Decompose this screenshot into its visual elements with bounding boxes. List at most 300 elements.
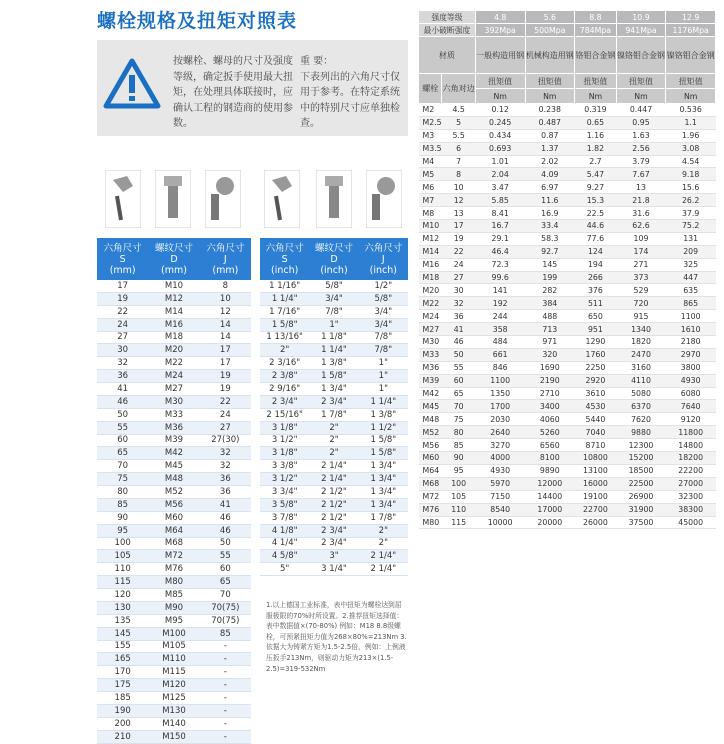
table-cell: 31.6 <box>616 207 666 220</box>
table-cell: 62.6 <box>616 220 666 233</box>
table-row <box>97 408 251 421</box>
table-cell: M80 <box>148 576 199 589</box>
table-cell: 185 <box>97 692 148 705</box>
table-cell: 80 <box>97 486 148 499</box>
header-line: 六角尺寸 <box>265 242 304 254</box>
table-cell: M60 <box>148 511 199 524</box>
table-cell: 77.6 <box>575 232 617 245</box>
table-cell: 4530 <box>575 400 617 413</box>
table-cell: 3/4" <box>359 318 408 331</box>
table-cell: 135 <box>97 614 148 627</box>
table-cell: M42 <box>148 447 199 460</box>
table-cell: M5 <box>419 168 442 181</box>
table-cell: M36 <box>148 421 199 434</box>
table-cell: 27000 <box>666 477 716 490</box>
table-cell: 95 <box>442 464 475 477</box>
table-cell: 50 <box>200 537 251 550</box>
table-cell: M64 <box>148 524 199 537</box>
header-line: 螺纹尺寸 <box>154 242 193 254</box>
table-cell: 5.85 <box>475 194 525 207</box>
table-cell: M56 <box>148 498 199 511</box>
table-cell: 75 <box>97 473 148 486</box>
table-row <box>419 194 716 207</box>
table-row <box>97 563 251 576</box>
table-row <box>260 447 408 460</box>
material-row <box>419 37 716 74</box>
table-cell: 15200 <box>616 452 666 465</box>
table-cell: 10800 <box>575 452 617 465</box>
header-line: S <box>119 253 126 265</box>
table-cell: M45 <box>419 400 442 413</box>
table-cell: 16.9 <box>525 207 575 220</box>
table-row <box>97 511 251 524</box>
table-cell: 1 3/4" <box>359 473 408 486</box>
table-cell: 70 <box>442 400 475 413</box>
unit-cell: Nm <box>525 89 575 104</box>
table-cell: 75 <box>442 413 475 426</box>
table-row <box>419 284 716 297</box>
table-cell: M150 <box>148 730 199 743</box>
header-line: (mm) <box>109 264 136 276</box>
table-cell: 3/4" <box>309 292 358 305</box>
table-cell: 32 <box>200 447 251 460</box>
table-cell: M36 <box>419 361 442 374</box>
table-cell: M14 <box>419 245 442 258</box>
table-cell: 4000 <box>475 452 525 465</box>
table-cell: M18 <box>148 331 199 344</box>
table-row <box>260 563 408 576</box>
table-cell: M90 <box>148 601 199 614</box>
table-cell: M48 <box>419 413 442 426</box>
table-cell: 1 3/4" <box>359 486 408 499</box>
table-cell: 41 <box>97 383 148 396</box>
table-cell: 2" <box>260 344 309 357</box>
table-cell: 13100 <box>575 464 617 477</box>
bolt-diagram-icon <box>155 170 191 228</box>
table-cell: M110 <box>148 653 199 666</box>
table-row <box>260 331 408 344</box>
table-cell: 320 <box>525 348 575 361</box>
table-row <box>419 142 716 155</box>
table-cell: 15.6 <box>666 181 716 194</box>
table-cell: 36 <box>200 473 251 486</box>
table-cell: 2250 <box>575 361 617 374</box>
table-row <box>97 434 251 447</box>
table-cell: M33 <box>419 348 442 361</box>
table-cell: 2 3/16" <box>260 357 309 370</box>
grade-cell: 10.9 <box>616 11 666 24</box>
table-cell: 7.67 <box>616 168 666 181</box>
table-cell: 1 3/8" <box>309 357 358 370</box>
table-row <box>97 280 251 292</box>
table-cell: 1 1/4" <box>260 292 309 305</box>
table-cell: 26900 <box>616 490 666 503</box>
table-cell: 1 5/8" <box>309 370 358 383</box>
strength-cell: 1176Mpa <box>666 24 716 37</box>
table-cell: 1 5/8" <box>359 447 408 460</box>
table-row <box>260 370 408 383</box>
table-cell: M24 <box>148 370 199 383</box>
table-cell: 13 <box>442 207 475 220</box>
table-cell: 120 <box>97 589 148 602</box>
table-row <box>260 292 408 305</box>
table-cell: 3800 <box>666 361 716 374</box>
header-line: D <box>330 253 338 265</box>
table-cell: 4 1/4" <box>260 537 309 550</box>
table-cell: 90 <box>97 511 148 524</box>
table-cell: 2.7 <box>575 155 617 168</box>
header-line: J <box>381 253 385 265</box>
table-cell: 0.447 <box>616 104 666 117</box>
table-cell: 1 1/2" <box>359 421 408 434</box>
table-cell: 90 <box>442 452 475 465</box>
table-cell: 2 1/4" <box>359 563 408 576</box>
table-cell: 282 <box>525 284 575 297</box>
table-cell: 0.238 <box>525 104 575 117</box>
table-cell: 36 <box>442 310 475 323</box>
table-row <box>97 447 251 460</box>
table-cell: 1 7/8" <box>309 408 358 421</box>
table-cell: 713 <box>525 323 575 336</box>
table-cell: 1" <box>359 357 408 370</box>
table-cell: 105 <box>442 490 475 503</box>
table-cell: M24 <box>419 310 442 323</box>
table-cell: 165 <box>97 653 148 666</box>
table-cell: 24 <box>97 318 148 331</box>
table-cell: 3 7/8" <box>260 511 309 524</box>
table-cell: 65 <box>97 447 148 460</box>
table-row <box>419 426 716 439</box>
table-cell: 373 <box>616 271 666 284</box>
table-cell: M39 <box>419 374 442 387</box>
table-cell: 5.47 <box>575 168 617 181</box>
table-cell: 7150 <box>475 490 525 503</box>
table-cell: 75.2 <box>666 220 716 233</box>
table-cell: 9.18 <box>666 168 716 181</box>
table-cell: 41 <box>442 323 475 336</box>
table-cell: 1 3/4" <box>309 383 358 396</box>
table-cell: 55 <box>97 421 148 434</box>
table-cell: M12 <box>419 232 442 245</box>
table-cell: 27 <box>442 271 475 284</box>
table-cell: 2 3/8" <box>260 370 309 383</box>
kind-cell: 扭矩值 <box>666 74 716 89</box>
table-cell: 70 <box>200 589 251 602</box>
inch-hex-table <box>260 238 408 576</box>
table-row <box>97 679 251 692</box>
table-cell: 18200 <box>666 452 716 465</box>
table-cell: 2" <box>309 447 358 460</box>
table-cell: 209 <box>666 245 716 258</box>
table-cell: 70(75) <box>200 614 251 627</box>
footnote: 1.以上德国工业标准，表中扭矩为螺栓达到屈服极限的70%时所设置。2.推荐扭矩选择值：表中数据值×(70-80%) 例如：M18 8.8级螺栓，可预紧扭矩力值为268×80%=213Nm 3.依据大为铸紧方矩为1.5-2.5倍，例如：上例液压扳手213Nm，则驱动力矩为213×(1.5-2.5)=319-532Nm <box>266 601 407 673</box>
table-cell: - <box>200 679 251 692</box>
table-cell: 488 <box>525 310 575 323</box>
table-cell: 1" <box>359 383 408 396</box>
table-cell: 384 <box>525 297 575 310</box>
table-cell: 5080 <box>616 387 666 400</box>
table-cell: 22 <box>442 245 475 258</box>
unit-cell: Nm <box>575 89 617 104</box>
table-cell: 4930 <box>666 374 716 387</box>
table-cell: 1.82 <box>575 142 617 155</box>
table-row <box>260 550 408 563</box>
table-cell: 1/2" <box>359 280 408 292</box>
table-row <box>97 550 251 563</box>
table-cell: 8 <box>200 280 251 292</box>
table-cell: 192 <box>475 297 525 310</box>
table-cell: M8 <box>419 207 442 220</box>
table-row <box>97 524 251 537</box>
table-cell: M72 <box>419 490 442 503</box>
table-cell: 511 <box>575 297 617 310</box>
table-cell: 60 <box>200 563 251 576</box>
table-cell: 1610 <box>666 323 716 336</box>
table-row <box>260 344 408 357</box>
table-cell: 70 <box>97 460 148 473</box>
table-cell: M52 <box>419 426 442 439</box>
table-cell: 200 <box>97 717 148 730</box>
table-row <box>260 460 408 473</box>
table-cell: M100 <box>148 627 199 640</box>
table-cell: M115 <box>148 666 199 679</box>
table-cell: 92.7 <box>525 245 575 258</box>
header-line: (inch) <box>369 264 397 276</box>
table-row <box>419 297 716 310</box>
table-cell: 12300 <box>616 439 666 452</box>
table-cell: 2.02 <box>525 155 575 168</box>
important-title: 重 要： <box>300 56 334 67</box>
table-row <box>97 537 251 550</box>
table-cell: 12 <box>442 194 475 207</box>
table-cell: 1760 <box>575 348 617 361</box>
header-line: S <box>281 253 288 265</box>
header-line: 六角尺寸 <box>103 242 142 254</box>
table-cell: 11.6 <box>525 194 575 207</box>
table-cell: 22500 <box>616 477 666 490</box>
table-cell: 1 5/8" <box>260 318 309 331</box>
table-cell: 3 1/2" <box>260 473 309 486</box>
table-row <box>419 413 716 426</box>
table-cell: 8540 <box>475 503 525 516</box>
table-cell: 3160 <box>616 361 666 374</box>
table-cell: 46 <box>200 511 251 524</box>
table-row <box>419 387 716 400</box>
table-cell: 0.87 <box>525 129 575 142</box>
table-cell: M30 <box>148 395 199 408</box>
table-cell: 1" <box>359 370 408 383</box>
table-cell: 635 <box>666 284 716 297</box>
table-cell: 2710 <box>525 387 575 400</box>
table-row <box>419 258 716 271</box>
table-row <box>419 104 716 117</box>
table-cell: M30 <box>419 336 442 349</box>
column-header <box>148 238 199 280</box>
inch-figures <box>260 170 408 230</box>
important-text: 下表列出的六角尺寸仅用于参考。在特定系统中的特别尺寸应单独检查。 <box>300 71 400 129</box>
table-row <box>419 490 716 503</box>
table-cell: 325 <box>666 258 716 271</box>
table-cell: 12 <box>200 305 251 318</box>
strength-cell: 784Mpa <box>575 24 617 37</box>
table-cell: 1690 <box>525 361 575 374</box>
table-cell: 115 <box>97 576 148 589</box>
table-cell: 32 <box>97 357 148 370</box>
table-row <box>97 692 251 705</box>
table-cell: 3 3/4" <box>260 486 309 499</box>
table-row <box>260 408 408 421</box>
table-cell: 30 <box>97 344 148 357</box>
table-cell: M39 <box>148 434 199 447</box>
table-cell: 1 7/16" <box>260 305 309 318</box>
socket-diagram-icon <box>366 170 402 228</box>
table-row <box>97 640 251 653</box>
table-cell: M27 <box>419 323 442 336</box>
notice-text: 按螺栓、螺母的尺寸及强度等级，确定扳手使用最大扭矩，在处理具体联接时，应确认工程的钢造商的使用参数。 <box>173 56 293 129</box>
table-cell: 99.6 <box>475 271 525 284</box>
table-cell: 2" <box>309 434 358 447</box>
table-cell: 1.37 <box>525 142 575 155</box>
table-row <box>260 280 408 292</box>
strength-cell: 392Mpa <box>475 24 525 37</box>
table-cell: 32 <box>200 460 251 473</box>
table-cell: 7/8" <box>359 331 408 344</box>
table-cell: 2 1/4" <box>309 460 358 473</box>
table-cell: 266 <box>575 271 617 284</box>
table-cell: 6 <box>442 142 475 155</box>
table-cell: M56 <box>419 439 442 452</box>
table-cell: 17000 <box>525 503 575 516</box>
table-cell: M48 <box>148 473 199 486</box>
material-cell: 一般构造用钢 <box>475 37 525 74</box>
table-cell: 44.6 <box>575 220 617 233</box>
table-row <box>97 357 251 370</box>
material-cell: 铬钼合金钢 <box>575 37 617 74</box>
table-cell: 0.693 <box>475 142 525 155</box>
strength-label: 最小破断强度 <box>419 24 476 37</box>
table-cell: 8100 <box>525 452 575 465</box>
table-cell: 1.01 <box>475 155 525 168</box>
table-cell: 2180 <box>666 336 716 349</box>
table-row <box>97 704 251 717</box>
table-cell: 19 <box>97 292 148 305</box>
table-row <box>419 245 716 258</box>
table-cell: - <box>200 730 251 743</box>
table-cell: 846 <box>475 361 525 374</box>
table-cell: - <box>200 666 251 679</box>
table-cell: 2030 <box>475 413 525 426</box>
table-cell: 12000 <box>525 477 575 490</box>
header-line: (inch) <box>271 264 299 276</box>
table-cell: 0.65 <box>575 116 617 129</box>
table-row <box>260 357 408 370</box>
table-cell: 10000 <box>475 516 525 529</box>
table-cell: M125 <box>148 692 199 705</box>
table-cell: - <box>200 653 251 666</box>
table-row <box>419 477 716 490</box>
table-cell: 1 3/8" <box>359 408 408 421</box>
table-cell: 58.3 <box>525 232 575 245</box>
table-cell: 2920 <box>575 374 617 387</box>
table-cell: 95 <box>97 524 148 537</box>
table-cell: M42 <box>419 387 442 400</box>
grade-cell: 4.8 <box>475 11 525 24</box>
table-cell: 1 1/16" <box>260 280 309 292</box>
table-cell: 21.8 <box>616 194 666 207</box>
table-cell: M52 <box>148 486 199 499</box>
table-cell: 2 3/4" <box>260 395 309 408</box>
table-cell: 72.3 <box>475 258 525 271</box>
table-cell: 3610 <box>575 387 617 400</box>
table-cell: 971 <box>525 336 575 349</box>
table-cell: 17 <box>200 344 251 357</box>
table-cell: 130 <box>97 601 148 614</box>
table-cell: 2 3/4" <box>309 524 358 537</box>
table-row <box>419 452 716 465</box>
table-cell: 10 <box>442 181 475 194</box>
table-cell: 1 1/8" <box>309 331 358 344</box>
table-cell: 19 <box>200 383 251 396</box>
table-row <box>419 181 716 194</box>
grade-row <box>419 11 716 24</box>
table-cell: 22700 <box>575 503 617 516</box>
table-cell: 22 <box>200 395 251 408</box>
table-cell: 10 <box>200 292 251 305</box>
table-row <box>97 318 251 331</box>
table-cell: 5 <box>442 116 475 129</box>
kind-cell: 扭矩值 <box>575 74 617 89</box>
table-cell: 9.27 <box>575 181 617 194</box>
table-cell: 60 <box>442 374 475 387</box>
table-cell: 27(30) <box>200 434 251 447</box>
table-cell: 32300 <box>666 490 716 503</box>
table-cell: 145 <box>97 627 148 640</box>
table-cell: 29.1 <box>475 232 525 245</box>
table-row <box>97 666 251 679</box>
table-cell: 865 <box>666 297 716 310</box>
unit-cell: Nm <box>616 89 666 104</box>
table-cell: 529 <box>616 284 666 297</box>
socket-diagram-icon <box>205 170 241 228</box>
table-cell: 31900 <box>616 503 666 516</box>
material-cell: 镍铬钼合金钢 <box>616 37 666 74</box>
table-cell: M3 <box>419 129 442 142</box>
table-cell: 3400 <box>525 400 575 413</box>
table-cell: 0.319 <box>575 104 617 117</box>
table-cell: 110 <box>442 503 475 516</box>
table-row <box>97 473 251 486</box>
table-cell: 145 <box>525 258 575 271</box>
table-cell: 60 <box>97 434 148 447</box>
table-cell: 2 15/16" <box>260 408 309 421</box>
column-header <box>200 238 251 280</box>
metric-figures <box>97 170 251 230</box>
table-cell: 6.97 <box>525 181 575 194</box>
table-cell: 8710 <box>575 439 617 452</box>
table-cell: 5440 <box>575 413 617 426</box>
table-cell: - <box>200 704 251 717</box>
table-cell: M6 <box>419 181 442 194</box>
table-cell: 24 <box>200 408 251 421</box>
table-cell: 85 <box>200 627 251 640</box>
table-cell: 175 <box>97 679 148 692</box>
table-row <box>419 439 716 452</box>
table-row <box>260 305 408 318</box>
header-line: 六角尺寸 <box>364 242 403 254</box>
table-cell: 1350 <box>475 387 525 400</box>
header-line: 六角尺寸 <box>206 242 245 254</box>
table-cell: 2 3/4" <box>309 395 358 408</box>
